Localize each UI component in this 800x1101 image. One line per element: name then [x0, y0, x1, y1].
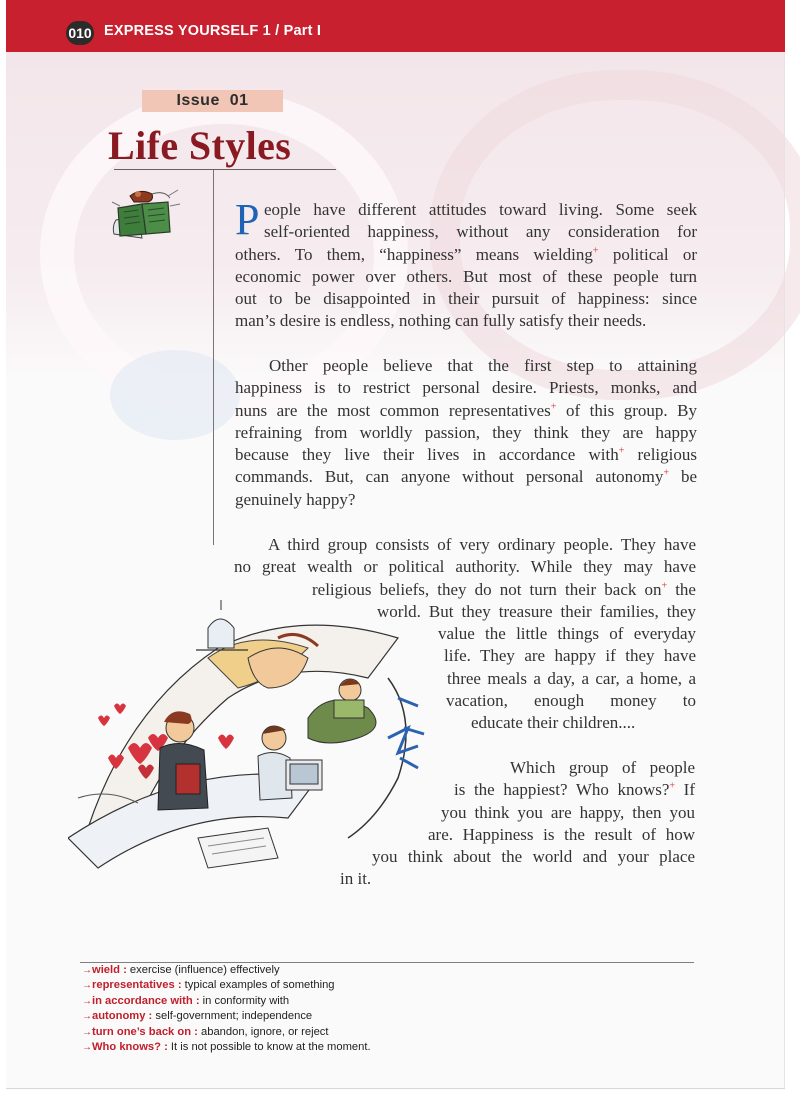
- arrow-icon: →: [82, 980, 92, 992]
- life-styles-illustration: [68, 588, 428, 888]
- text-line: three meals a day, a car, a home, a: [447, 668, 696, 688]
- arrow-icon: →: [82, 1011, 92, 1023]
- glossary-entry: →in accordance with : in conformity with: [82, 994, 290, 1007]
- text-line: in it.: [340, 869, 372, 889]
- issue-label: Issue 01: [176, 92, 249, 109]
- glossary-entry: →wield : exercise (influence) effectively: [82, 964, 280, 976]
- text-line: A third group consists of very ordinary people. They have: [268, 535, 696, 554]
- text-line: Which group of people: [510, 758, 695, 777]
- footnote-marker: +: [661, 579, 668, 591]
- text-line: world. But they treasure their families, they: [377, 601, 696, 621]
- glossary-entry: →Who knows? : It is not possible to know at the moment.: [82, 1041, 371, 1054]
- arrow-icon: →: [82, 995, 92, 1007]
- footnote-marker: +: [592, 244, 599, 256]
- bottom-edge: [6, 1088, 785, 1089]
- arrow-icon: →: [82, 1042, 92, 1054]
- text-line: because they live their lives in accordance with+ religious: [235, 445, 697, 465]
- text-line: commands. But, can anyone without personal autonomy+ be: [235, 467, 697, 487]
- glossary: [82, 963, 582, 1055]
- text-line: out to be disappointed in their pursuit of happiness: since: [235, 289, 697, 309]
- right-edge: [784, 52, 785, 1088]
- text-line: Other people believe that the first step to attaining: [269, 356, 697, 375]
- text-line: value the little things of everyday: [438, 624, 696, 644]
- background-blob: [110, 350, 240, 440]
- arrow-icon: →: [82, 965, 92, 976]
- footnote-marker: +: [669, 780, 676, 792]
- glossary-entry: →representatives : typical examples of something: [82, 979, 335, 992]
- glossary-entry: →autonomy : self-government; independence: [82, 1010, 313, 1023]
- page-number: 010: [66, 21, 94, 45]
- footnote-marker: +: [618, 445, 625, 457]
- page-title: Life Styles: [108, 123, 292, 168]
- text-line: are. Happiness is the result of how: [428, 824, 695, 844]
- text-line: genuinely happy?: [235, 489, 356, 509]
- text-line: economic power over others. But most of these people turn: [235, 266, 697, 286]
- text-line: is the happiest? Who knows?+ If: [454, 780, 695, 800]
- book-reader-illustration: [108, 186, 184, 242]
- text-line: you think about the world and your place: [372, 847, 695, 867]
- text-line: happiness is to restrict personal desire. Priests, monks, and: [235, 378, 697, 398]
- text-line: educate their children....: [471, 713, 636, 733]
- text-line: you think you are happy, then you: [441, 802, 695, 822]
- text-line: man’s desire is endless, nothing can fully satisfy their needs.: [235, 311, 647, 331]
- text-line: refraining from worldly passion, they think they are happy: [235, 422, 697, 442]
- text-line: vacation, enough money to: [446, 691, 696, 711]
- drop-cap: P: [235, 195, 260, 244]
- text-line: nuns are the most common representatives+ of this group. By: [235, 400, 697, 420]
- text-line: religious beliefs, they do not turn their back on+ the: [312, 579, 696, 599]
- glossary-entry: →turn one’s back on : abandon, ignore, or reject: [82, 1025, 329, 1038]
- text-line: eople have different attitudes toward living. Some seek: [264, 200, 697, 219]
- text-line: others. To them, “happiness” means wielding+ political or: [235, 244, 697, 264]
- paragraph-2: [235, 355, 697, 511]
- title-rule: [114, 169, 336, 170]
- paragraph-1: [235, 195, 697, 333]
- arrow-icon: →: [82, 1026, 92, 1038]
- vertical-rule: [213, 170, 214, 545]
- header-title: EXPRESS YOURSELF 1 / Part I: [104, 23, 322, 39]
- footnote-marker: +: [663, 467, 670, 479]
- text-line: life. They are happy if they have: [444, 646, 696, 666]
- text-line: no great wealth or political authority. While they may have: [234, 557, 696, 577]
- text-line: self-oriented happiness, without any consideration for: [264, 222, 697, 242]
- footnote-marker: +: [550, 400, 557, 412]
